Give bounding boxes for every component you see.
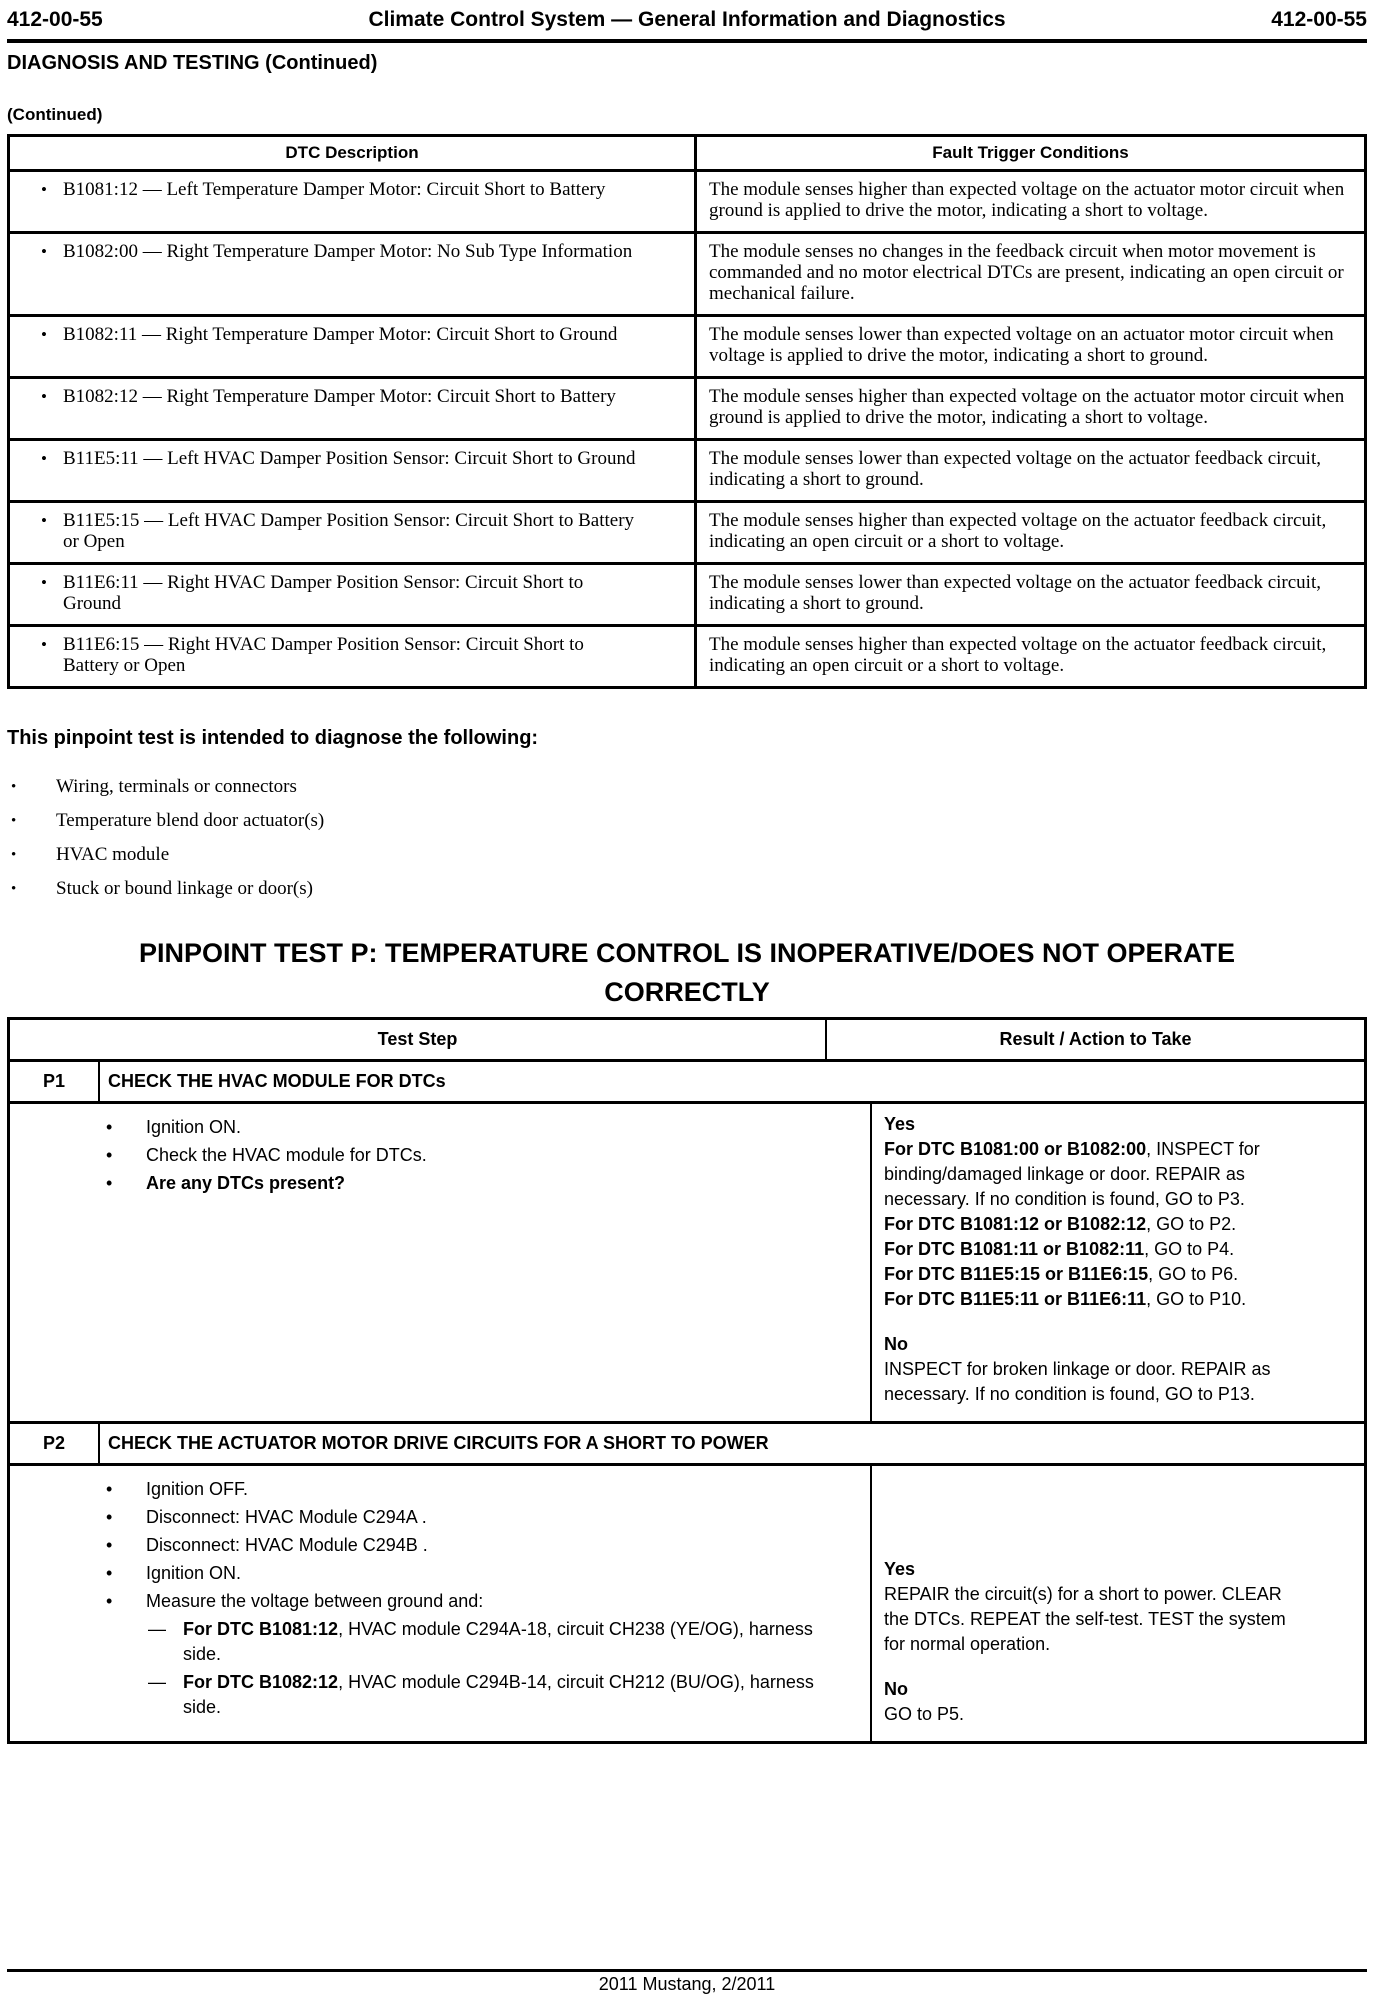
action-text [146,1505,825,1530]
result-line [884,1357,1309,1407]
list-item [7,844,1367,866]
table-row [9,316,1366,378]
dtc-bullet-item [10,634,694,676]
dtc-table [7,134,1367,689]
text: , GO to P2. [1146,1214,1237,1234]
text: Disconnect: HVAC Module C294B . [146,1535,428,1555]
bold-text: For DTC B11E5:11 or B11E6:11 [884,1289,1147,1309]
action-text [146,1477,825,1502]
bullet-icon: • [106,1117,113,1137]
text: Ignition ON. [146,1563,242,1583]
table-row [9,502,1366,564]
dtc-text: B11E5:11 — Left HVAC Damper Position Sensor: Circuit Short to Ground [63,448,636,469]
bullet-icon: • [106,1173,113,1193]
step-content-row-P2 [10,1466,1364,1741]
action-item [10,1561,825,1586]
step-results-cell [870,1104,1364,1421]
step-results-cell [870,1466,1364,1741]
fault-condition-cell: The module senses lower than expected voltage on the actuator feedback circuit, indicating a short to ground. [696,440,1366,502]
dtc-bullet-item [10,179,694,200]
list-item-text: Wiring, terminals or connectors [56,776,297,797]
dash-icon: — [148,1672,166,1692]
page-code-right: 412-00-55 [1271,8,1367,31]
result-line [884,1137,1309,1212]
fault-trigger-header: Fault Trigger Conditions [696,136,1366,171]
result-line [884,1237,1309,1262]
page-title: Climate Control System — General Information and Diagnostics [368,8,1006,31]
bullet-icon: • [41,635,47,654]
bullet-icon: • [106,1145,113,1165]
fault-condition-cell: The module senses no changes in the feedback circuit when motor movement is commanded and no motor electrical DTCs are present, indicating an open circuit or mechanical failure. [696,233,1366,316]
continued-label: (Continued) [7,105,103,124]
text: , HVAC module C294B-14, circuit CH212 (BU/OG), harness side. [183,1672,814,1717]
text: , HVAC module C294A-18, circuit CH238 (YE/OG), harness side. [183,1619,813,1664]
table-row [9,378,1366,440]
bullet-icon: • [41,180,47,199]
dtc-description-cell [9,564,696,626]
table-row [9,440,1366,502]
pinpoint-test-title-line2: CORRECTLY [604,977,770,1007]
step-id: P2 [42,1433,66,1453]
dtc-text: B1082:00 — Right Temperature Damper Motor: No Sub Type Information [63,241,633,262]
bullet-icon: • [106,1535,113,1555]
section-title: DIAGNOSIS AND TESTING (Continued) [7,52,378,74]
action-text [146,1589,825,1614]
test-table-header-row [10,1020,1364,1062]
fault-condition-cell: The module senses higher than expected voltage on the actuator feedback circuit, indicating an open circuit or a short to voltage. [696,626,1366,688]
action-item [10,1115,825,1140]
dtc-bullet-item [10,386,694,407]
table-row [9,626,1366,688]
dtc-text: B1082:11 — Right Temperature Damper Motor: Circuit Short to Ground [63,324,618,345]
bullet-icon: • [41,387,47,406]
bullet-icon: • [106,1479,113,1499]
dash-icon: — [148,1619,166,1639]
result-line [884,1702,1309,1727]
text: , GO to P6. [1148,1264,1239,1284]
result-line [884,1112,1309,1137]
table-row [9,233,1366,316]
dtc-table-head [9,136,1366,171]
fault-condition-cell: The module senses lower than expected voltage on an actuator motor circuit when voltage is applied to drive the motor, indicating a short to ground. [696,316,1366,378]
header-divider [7,39,1367,43]
text: , GO to P4. [1144,1239,1235,1259]
action-item [10,1670,825,1720]
bold-text: For DTC B1081:11 or B1082:11 [884,1239,1145,1259]
action-item [10,1589,825,1614]
bullet-icon: • [106,1591,113,1611]
text: Ignition ON. [146,1117,242,1137]
pinpoint-test-title [7,934,1367,1012]
list-item [7,878,1367,900]
bold-text: Are any DTCs present? [146,1173,346,1193]
bold-text: For DTC B11E5:15 or B11E6:15 [884,1264,1149,1284]
action-item [10,1617,825,1667]
footer-text: 2011 Mustang, 2/2011 [598,1974,776,1994]
dtc-text: B1082:12 — Right Temperature Damper Motor: Circuit Short to Battery [63,386,616,407]
dtc-description-cell [9,378,696,440]
bold-text: For DTC B1082:12 [183,1672,339,1692]
dtc-bullet-item [10,510,694,552]
result-line [884,1332,1309,1357]
dtc-bullet-item [10,241,694,262]
action-text [183,1617,825,1667]
dtc-description-cell [9,233,696,316]
bold-text: Yes [884,1114,916,1134]
dtc-bullet-item [10,448,694,469]
dtc-text: B11E5:15 — Left HVAC Damper Position Sensor: Circuit Short to Battery or Open [63,510,635,552]
dtc-text: B11E6:11 — Right HVAC Damper Position Sensor: Circuit Short to Ground [63,572,584,614]
action-text [183,1670,825,1720]
result-line [884,1677,1309,1702]
bold-text: For DTC B1081:12 or B1082:12 [884,1214,1147,1234]
pinpoint-test-title-line1: PINPOINT TEST P: TEMPERATURE CONTROL IS INOPERATIVE/DOES NOT OPERATE [138,938,1236,968]
bold-text: Yes [884,1559,916,1579]
step-name: CHECK THE ACTUATOR MOTOR DRIVE CIRCUITS FOR A SHORT TO POWER [98,1424,1364,1463]
bullet-icon: • [41,449,47,468]
table-row [9,171,1366,233]
text: Disconnect: HVAC Module C294A . [146,1507,427,1527]
dtc-description-cell [9,502,696,564]
step-title-row-P1 [10,1062,1364,1104]
text: INSPECT for broken linkage or door. REPAIR as necessary. If no condition is found, GO to P13. [884,1359,1271,1404]
text: Measure the voltage between ground and: [146,1591,484,1611]
bold-text: For DTC B1081:00 or B1082:00 [884,1139,1147,1159]
pinpoint-test-table [7,1017,1367,1744]
bullet-icon: • [106,1563,113,1583]
table-row [9,564,1366,626]
step-actions-cell [10,1466,870,1741]
bold-text: No [884,1334,908,1354]
bullet-icon: • [11,779,17,795]
action-item [10,1143,825,1168]
dtc-description-cell [9,440,696,502]
step-title-row-P2 [10,1424,1364,1466]
fault-condition-cell: The module senses higher than expected voltage on the actuator motor circuit when ground is applied to drive the motor, indicating a short to voltage. [696,378,1366,440]
text: REPAIR the circuit(s) for a short to power. CLEAR the DTCs. REPEAT the self-test. TEST the system for normal operation. [884,1584,1286,1654]
bullet-icon: • [11,881,17,897]
bold-text: For DTC B1081:12 [183,1619,339,1639]
bold-text: No [884,1679,908,1699]
list-item-text: Stuck or bound linkage or door(s) [56,878,313,899]
fault-condition-cell: The module senses lower than expected voltage on the actuator feedback circuit, indicating a short to ground. [696,564,1366,626]
page-footer [7,1969,1367,1995]
page-code-left: 412-00-55 [7,8,103,31]
result-line [884,1557,1309,1582]
list-item-text: HVAC module [56,844,170,865]
step-content-row-P1 [10,1104,1364,1424]
bullet-icon: • [41,325,47,344]
action-text [146,1143,825,1168]
action-text [146,1533,825,1558]
dtc-description-cell [9,316,696,378]
bullet-icon: • [106,1507,113,1527]
result-line [884,1212,1309,1237]
result-line [884,1262,1309,1287]
step-actions-cell [10,1104,870,1421]
text: , GO to P10. [1146,1289,1247,1309]
text: Check the HVAC module for DTCs. [146,1145,427,1165]
bullet-icon: • [11,813,17,829]
list-item-text: Temperature blend door actuator(s) [56,810,325,831]
dtc-bullet-item [10,572,694,614]
page-header [7,0,1367,32]
text: , INSPECT for binding/damaged linkage or door. REPAIR as necessary. If no condition is found, GO to P3. [884,1139,1260,1209]
bullet-icon: • [41,242,47,261]
pinpoint-intro-list [7,776,1367,900]
result-line [884,1287,1309,1312]
dtc-bullet-item [10,324,694,345]
step-id: P1 [42,1071,66,1091]
pinpoint-intro-title: This pinpoint test is intended to diagnose the following: [7,727,539,749]
text: Ignition OFF. [146,1479,249,1499]
list-item [7,776,1367,798]
action-item [10,1477,825,1502]
dtc-description-header: DTC Description [9,136,696,171]
action-text [146,1561,825,1586]
bullet-icon: • [41,511,47,530]
text: GO to P5. [884,1704,965,1724]
dtc-table-body [9,171,1366,688]
list-item [7,810,1367,832]
action-item [10,1533,825,1558]
action-item [10,1171,825,1196]
dtc-header-row [9,136,1366,171]
action-item [10,1505,825,1530]
fault-condition-cell: The module senses higher than expected voltage on the actuator feedback circuit, indicating an open circuit or a short to voltage. [696,502,1366,564]
dtc-text: B11E6:15 — Right HVAC Damper Position Sensor: Circuit Short to Battery or Open [63,634,584,676]
action-text [146,1115,825,1140]
dtc-description-cell [9,626,696,688]
fault-condition-cell: The module senses higher than expected voltage on the actuator motor circuit when ground is applied to drive the motor, indicating a short to voltage. [696,171,1366,233]
dtc-text: B1081:12 — Left Temperature Damper Motor: Circuit Short to Battery [63,179,606,200]
bullet-icon: • [11,847,17,863]
result-action-header: Result / Action to Take [825,1020,1364,1059]
test-step-header: Test Step [377,1029,458,1049]
result-line [884,1582,1309,1657]
test-steps-host [10,1062,1364,1741]
action-text [146,1171,825,1196]
bullet-icon: • [41,573,47,592]
dtc-description-cell [9,171,696,233]
step-name: CHECK THE HVAC MODULE FOR DTCs [98,1062,1364,1101]
